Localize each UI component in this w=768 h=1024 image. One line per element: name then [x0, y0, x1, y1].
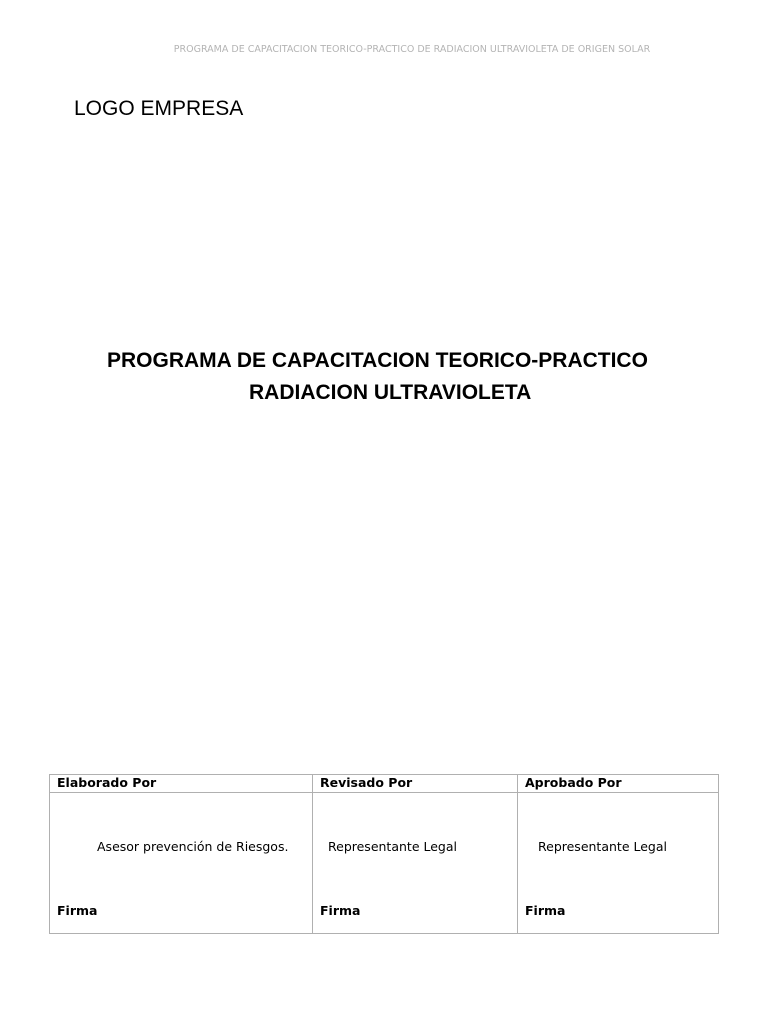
- header-revisado-por: Revisado Por: [313, 775, 518, 793]
- running-header: PROGRAMA DE CAPACITACION TEORICO-PRACTICO DE RADIACION ULTRAVIOLETA DE ORIGEN SOLAR: [173, 44, 651, 55]
- revisado-por-cell: [313, 793, 518, 934]
- elaborado-por-cell: [50, 793, 313, 934]
- aprobado-por-signature-label: Firma: [525, 903, 566, 918]
- approval-signature-table: [49, 774, 719, 934]
- elaborado-por-signature-label: Firma: [57, 903, 98, 918]
- table-body-row: [50, 793, 719, 934]
- header-aprobado-por: Aprobado Por: [518, 775, 719, 793]
- aprobado-por-role: Representante Legal: [538, 839, 667, 854]
- elaborado-por-role: Asesor prevención de Riesgos.: [97, 839, 289, 854]
- document-title-line-2: RADIACION ULTRAVIOLETA: [249, 381, 532, 404]
- revisado-por-role: Representante Legal: [328, 839, 457, 854]
- header-elaborado-por: Elaborado Por: [50, 775, 313, 793]
- table-header-row: [50, 775, 719, 793]
- document-title-line-1: PROGRAMA DE CAPACITACION TEORICO-PRACTICO: [107, 349, 648, 372]
- revisado-por-signature-label: Firma: [320, 903, 361, 918]
- company-logo-placeholder: LOGO EMPRESA: [74, 97, 244, 120]
- aprobado-por-cell: [518, 793, 719, 934]
